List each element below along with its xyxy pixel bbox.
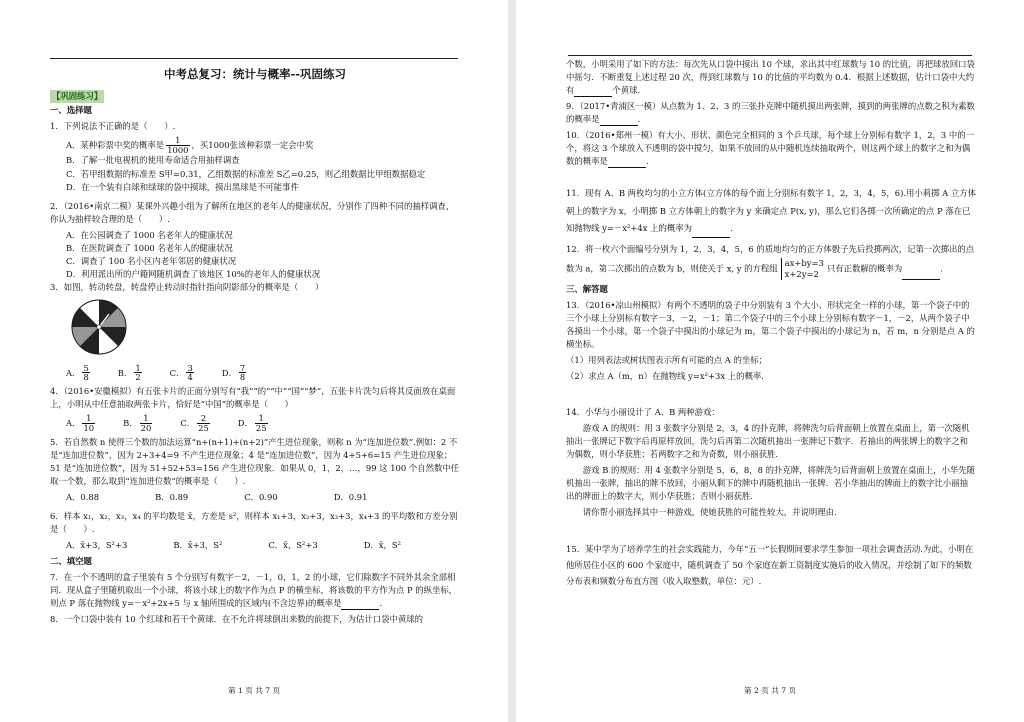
question-13-part-1: （1）用列表法或树状图表示所有可能的点 A 的坐标； <box>566 354 767 365</box>
q6-option-d: D．x̄，S² <box>363 540 402 551</box>
q4-option-c: C． $\frac{2}{25}$ <box>180 413 209 434</box>
question-14-game-a: 游戏 A 的规则：用 3 张数字分别是 2，3，4 的扑克牌，将牌洗匀后背面朝上放置在桌面上，第一次随机抽出一张牌记下数字后再原样放回，洗匀后再第二次随机抽出一张牌记下数字．若抽出的两张牌上的数字之和为偶数，则小华获胜；若两数字之和为奇数，则小丽获胜. <box>566 422 970 459</box>
question-14: 14．小华与小丽设计了 A、B 两种游戏： <box>566 406 720 417</box>
q1-option-a: A．某种彩票中奖的概率是 $\frac{1}{1000}$ ，买1000张该种彩票一定会中奖 <box>66 134 314 155</box>
page-footer: 第 1 页 共 7 页 <box>227 686 281 695</box>
question-3: 3．如图，转动转盘，转盘停止转动时指针指向阴影部分的概率是（ ） <box>50 281 324 292</box>
answer-blank <box>902 270 940 280</box>
question-10: 10．（2016•郑州一模）有大小、形状、颜色完全相同的 3 个乒乓球，每个球上分别标有数字 1，2，3 中的一个，将这 3 个球放入不透明的袋中搅匀，如果不放回的从中随机连续抽取两个，则这两个球上的数字之和为偶数的概率是 . <box>566 129 976 168</box>
q6-option-a: A．x̄+3，S²+3 <box>66 540 128 551</box>
question-14-prompt: 请你帮小丽选择其中一种游戏，使她获胜的可能性较大，并说明理由. <box>582 506 837 517</box>
q6-option-b: B．x̄+3，S² <box>173 540 223 551</box>
q3-option-a: A． $\frac{5}{8}$ <box>66 362 89 383</box>
spinner-wheel-graphic <box>70 298 128 356</box>
q6-options <box>66 539 460 552</box>
page-1 <box>0 0 508 722</box>
q1-option-c: C．若甲组数据的标准差 S甲=0.31，乙组数据的标准差 S乙=0.25，则乙组数据比甲组数据稳定 <box>66 168 426 179</box>
fraction: $\frac{2}{25}$ <box>198 413 209 434</box>
q2-option-a: A．在公园调查了 1000 名老年人的健康状况 <box>66 229 233 240</box>
answer-blank <box>608 158 646 168</box>
q1-option-d: D．在一个装有白球和绿球的袋中摸球，摸出黑球是不可能事件 <box>66 181 299 192</box>
question-11: 11．现有 A、B 两枚均匀的小立方体(立方体的每个面上分别标有数字 1，2，3，4，5，6).用小莉掷 A 立方体朝上的数字为 x，小明掷 B 立方体朝上的数字为 y 来确定点 P(x, y)，那么它们各掷一次所确定的点 P 落在已知抛物线 y=－x²+4x 上的概率为 . <box>566 185 976 238</box>
question-14-game-b: 游戏 B 的规则：用 4 张数字分别是 5，6，8，8 的扑克牌，将牌洗匀后背面朝上放置在桌面上，小华先随机抽出一张牌，抽出的牌不放回，小丽从剩下的牌中再随机抽出一张牌．若小华抽出的牌面上的数字比小丽抽出的牌面上的数字大，则小华获胜；否则小丽获胜. <box>566 464 975 501</box>
equation-system: ax+by=3 x+2y=2 <box>781 258 824 280</box>
question-1: 1．下列说法不正确的是（ ）. <box>50 120 176 131</box>
q4-option-d: D． $\frac{1}{25}$ <box>237 413 267 434</box>
q4-options <box>66 414 460 433</box>
question-4: 4．（2016•安徽模拟）有五张卡片的正面分别写有“我”“的”“中”“国”“梦”，五张卡片洗匀后将其反面放在桌面上，小明从中任意抽取两张卡片，恰好是“中国”的概率是（ ） <box>50 386 456 410</box>
fraction: $\frac{1}{25}$ <box>255 413 267 434</box>
fraction: $\frac{3}{4}$ <box>187 362 193 383</box>
q2-option-b: B．在医院调查了 1000 名老年人的健康状况 <box>66 242 233 253</box>
question-9: 9．（2017•青浦区一模）从点数为 1、2、3 的三张扑克牌中随机摸出两张牌，摸到的两张牌的点数之积为素数的概率是 . <box>566 100 976 126</box>
q4-option-a: A． $\frac{1}{10}$ <box>66 413 95 434</box>
page-1-content <box>50 64 460 629</box>
question-15: 15．某中学为了培养学生的社会实践能力，今年“五一”长假期间要求学生参加一项社会调查活动.为此，小明在他所居住小区的 600 个家庭中，随机调查了 50 个家庭在新工资制度实施后的收入情况，并绘制了如下的频数分布表和频数分布直方图（收入取整数，单位：元）. <box>566 543 974 586</box>
fraction: $\frac{1}{2}$ <box>135 362 141 383</box>
q3-option-c: C． $\frac{3}{4}$ <box>169 362 193 383</box>
header-rule <box>50 58 458 59</box>
section-heading-choice: 一、选择题 <box>50 104 92 115</box>
section-heading-solve: 三、解答题 <box>566 283 608 294</box>
header-rule <box>568 55 972 56</box>
q5-option-a: A．0.88 <box>66 492 100 502</box>
question-8: 8．一个口袋中装有 10 个红球和若干个黄球．在不允许将球倒出来数的前提下，为估计口袋中黄球的 <box>50 614 424 625</box>
question-13-part-2: （2）求点 A（m，n）在抛物线 y=x²+3x 上的概率. <box>566 370 764 381</box>
section-heading-fill: 二、填空题 <box>50 556 92 567</box>
q5-option-c: C．0.90 <box>244 492 278 502</box>
q5-option-b: B．0.89 <box>155 492 189 502</box>
fraction: $\frac{7}{8}$ <box>239 362 246 383</box>
question-2: 2．（2016•南京二模）某课外兴趣小组为了解所在地区的老年人的健康状况，分别作了四种不同的抽样调查，你认为抽样较合理的是（ ）. <box>50 200 455 224</box>
question-7: 7．在一个不透明的盒子里装有 5 个分别写有数字－2，－1，0，1，2 的小球，它们除数字不同外其余全部相同．现从盒子里随机取出一个小球，将该小球上的数字作为点 P 的横坐标，将该数的平方作为点 P 的纵坐标，则点 P 落在抛物线 y=－x²+2x+5 与 x 轴所围成的区域内(不含边界)的概率是 . <box>50 571 460 610</box>
fraction: $\frac{5}{8}$ <box>83 362 89 383</box>
q5-options <box>66 491 460 504</box>
q6-option-c: C．x̄，S²+3 <box>268 540 318 551</box>
question-5: 5．若自然数 n 使得三个数的加法运算“n+(n+1)+(n+2)”产生进位现象，则称 n 为“连加进位数”.例如：2 不是“连加进位数”，因为 2+3+4=9 不产生进位现象；4 是“连加进位数”，因为 4+5+6=15 产生进位现象；51 是“连加进位数”，因为 51+52+53=156 产生进位现象．如果从 0，1，2，…，99 这 100 个自然数中任取一个数，那么取到“连加进位数”的概率是（ ）. <box>50 436 460 486</box>
answer-blank <box>692 228 730 238</box>
q1-option-b: B．了解一批电视机的使用寿命适合用抽样调查 <box>66 155 240 166</box>
question-8-continued: 个数，小明采用了如下的方法：每次先从口袋中摸出 10 个球，求出其中红球数与 10 的比值，再把球放回口袋中摇匀．不断重复上述过程 20 次，得到红球数与 10 的比值的平均数为 0.4．根据上述数据，估计口袋中大约有 个黄球． <box>566 58 976 97</box>
q2-option-d: D．利用派出所的户籍网随机调查了该地区 10%的老年人的健康状况 <box>66 268 321 279</box>
spinner-figure <box>70 298 460 360</box>
q3-option-d: D． $\frac{7}{8}$ <box>221 362 246 383</box>
answer-blank <box>341 600 379 610</box>
q3-option-b: B． $\frac{1}{2}$ <box>117 362 141 383</box>
q4-option-b: B． $\frac{1}{20}$ <box>123 413 152 434</box>
question-13: 13．（2016•凉山州模拟）有两个不透明的袋子中分别装有 3 个大小、形状完全一样的小球，第一个袋子中的三个小球上分别标有数字－3，－2，－1；第二个袋子中的三个小球上分别标有数字－1，－2，从两个袋子中各摸出一个小球，第一个袋子中摸出的小球记为 m，第二个袋子中摸出的小球记为 n，若 m，n 分别是点 A 的横坐标。 <box>566 299 975 349</box>
answer-blank <box>574 87 612 97</box>
q5-option-d: D．0.91 <box>333 492 368 502</box>
fraction: $\frac{1}{10}$ <box>83 413 95 434</box>
fraction: $\frac{1}{20}$ <box>140 413 152 434</box>
answer-blank <box>600 116 638 126</box>
section-tag: 【巩固练习】 <box>50 90 104 103</box>
page-2-content <box>566 58 976 593</box>
page-2 <box>516 0 1024 722</box>
question-6: 6．样本 x₁，x₂，x₃，x₄ 的平均数是 x̄，方差是 s²，则样本 x₁+3，x₂+3，x₃+3，x₄+3 的平均数和方差分别是（ ）. <box>50 511 458 535</box>
document-title: 中考总复习：统计与概率--巩固练习 <box>163 67 347 81</box>
page-footer: 第 2 页 共 7 页 <box>743 686 797 695</box>
question-12: 12．将一枚六个面编号分别为 1，2，3，4，5，6 的质地均匀的正方体骰子先后投掷两次，记第一次掷出的点数为 a，第二次掷出的点数为 b，则使关于 x, y 的方程组 ax+by=3 x+2y=2 只有正数解的概率为 . <box>566 244 975 279</box>
q2-option-c: C．调查了 100 名小区内老年邻居的健康状况 <box>66 255 237 266</box>
fraction: $\frac{1}{1000}$ <box>167 134 189 155</box>
q3-options <box>66 364 460 383</box>
